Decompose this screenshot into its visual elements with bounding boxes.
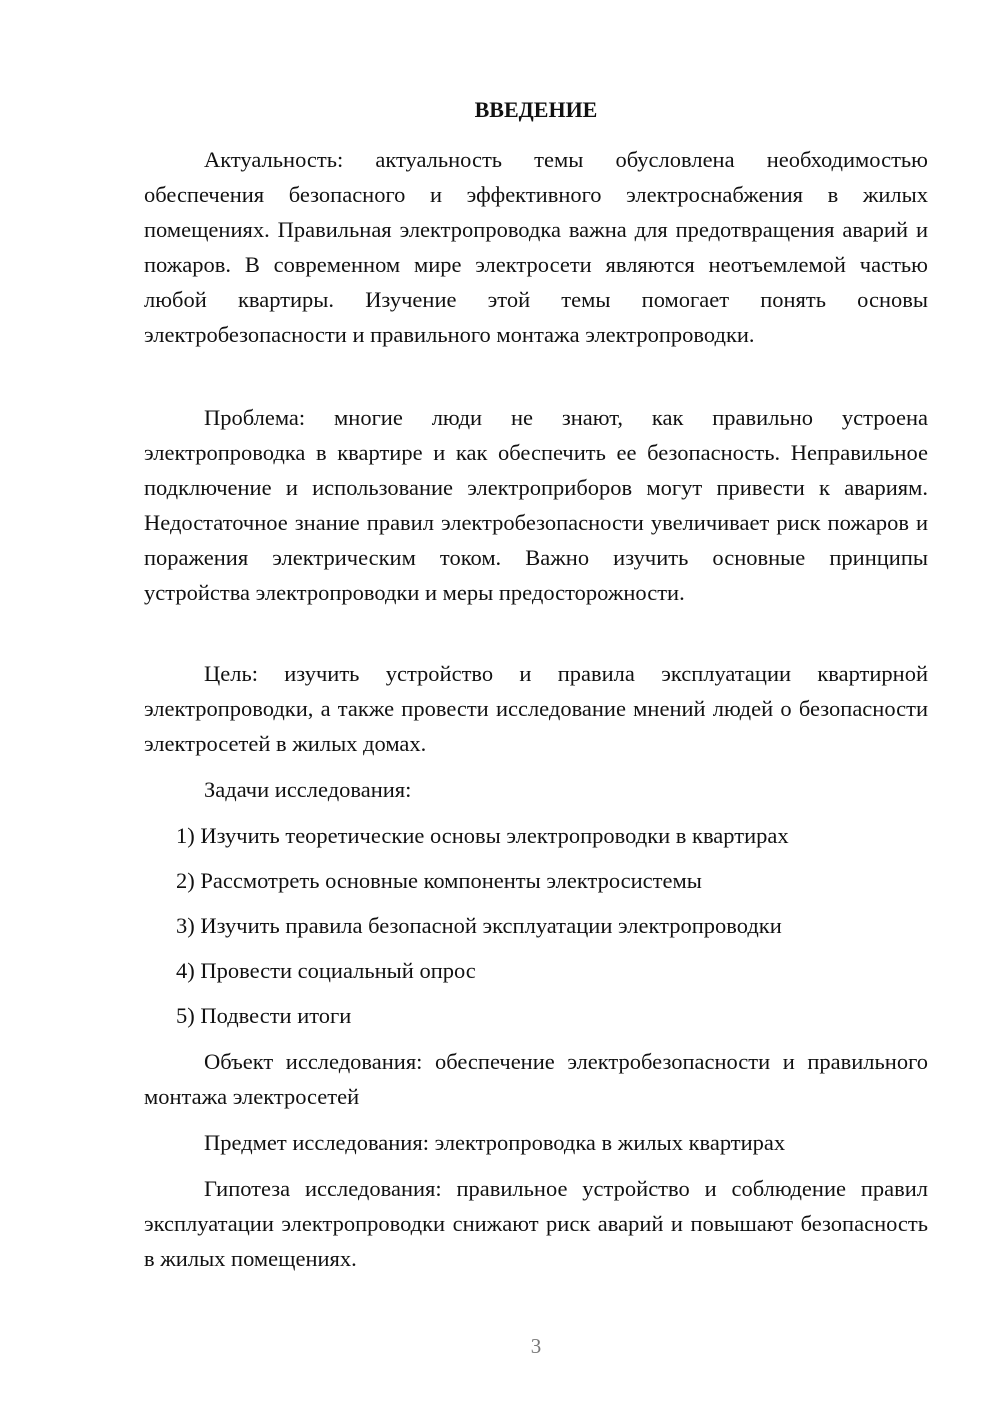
task-item: 1) Изучить теоретические основы электропроводки в квартирах	[176, 823, 789, 848]
section-title: ВВЕДЕНИЕ	[474, 97, 598, 122]
tasks-heading: Задачи исследования:	[204, 777, 412, 802]
relevance-paragraph: Актуальность: актуальность темы обусловлена необходимостью обеспечения безопасного и эффективного электроснабжения в жилых помещениях. Правильная электропроводка важна для предотвращения аварий и пожаров. В современном мире электросети являются неотъемлемой частью любой квартиры. Изучение этой темы помогает понять основы электробезопасности и правильного монтажа электропроводки.	[144, 147, 928, 347]
task-item: 2) Рассмотреть основные компоненты электросистемы	[176, 868, 702, 893]
task-item: 3) Изучить правила безопасной эксплуатации электропроводки	[176, 913, 782, 938]
problem-paragraph: Проблема: многие люди не знают, как правильно устроена электропроводка в квартире и как обеспечить ее безопасность. Неправильное подключение и использование электроприборов могут привести к авариям. Недостаточное знание правил электробезопасности увеличивает риск пожаров и поражения электрическим током. Важно изучить основные принципы устройства электропроводки и меры предосторожности.	[144, 405, 928, 605]
task-item: 5) Подвести итоги	[176, 1003, 352, 1028]
subject-paragraph: Предмет исследования: электропроводка в жилых квартирах	[204, 1130, 786, 1155]
hypothesis-paragraph: Гипотеза исследования: правильное устройство и соблюдение правил эксплуатации электропроводки снижают риск аварий и повышают безопасность в жилых помещениях.	[144, 1176, 928, 1271]
goal-paragraph: Цель: изучить устройство и правила эксплуатации квартирной электропроводки, а также провести исследование мнений людей о безопасности электросетей в жилых домах.	[144, 661, 928, 756]
task-item: 4) Провести социальный опрос	[176, 958, 476, 983]
page-number: 3	[530, 1334, 542, 1358]
object-paragraph: Объект исследования: обеспечение электробезопасности и правильного монтажа электросетей	[144, 1049, 928, 1109]
